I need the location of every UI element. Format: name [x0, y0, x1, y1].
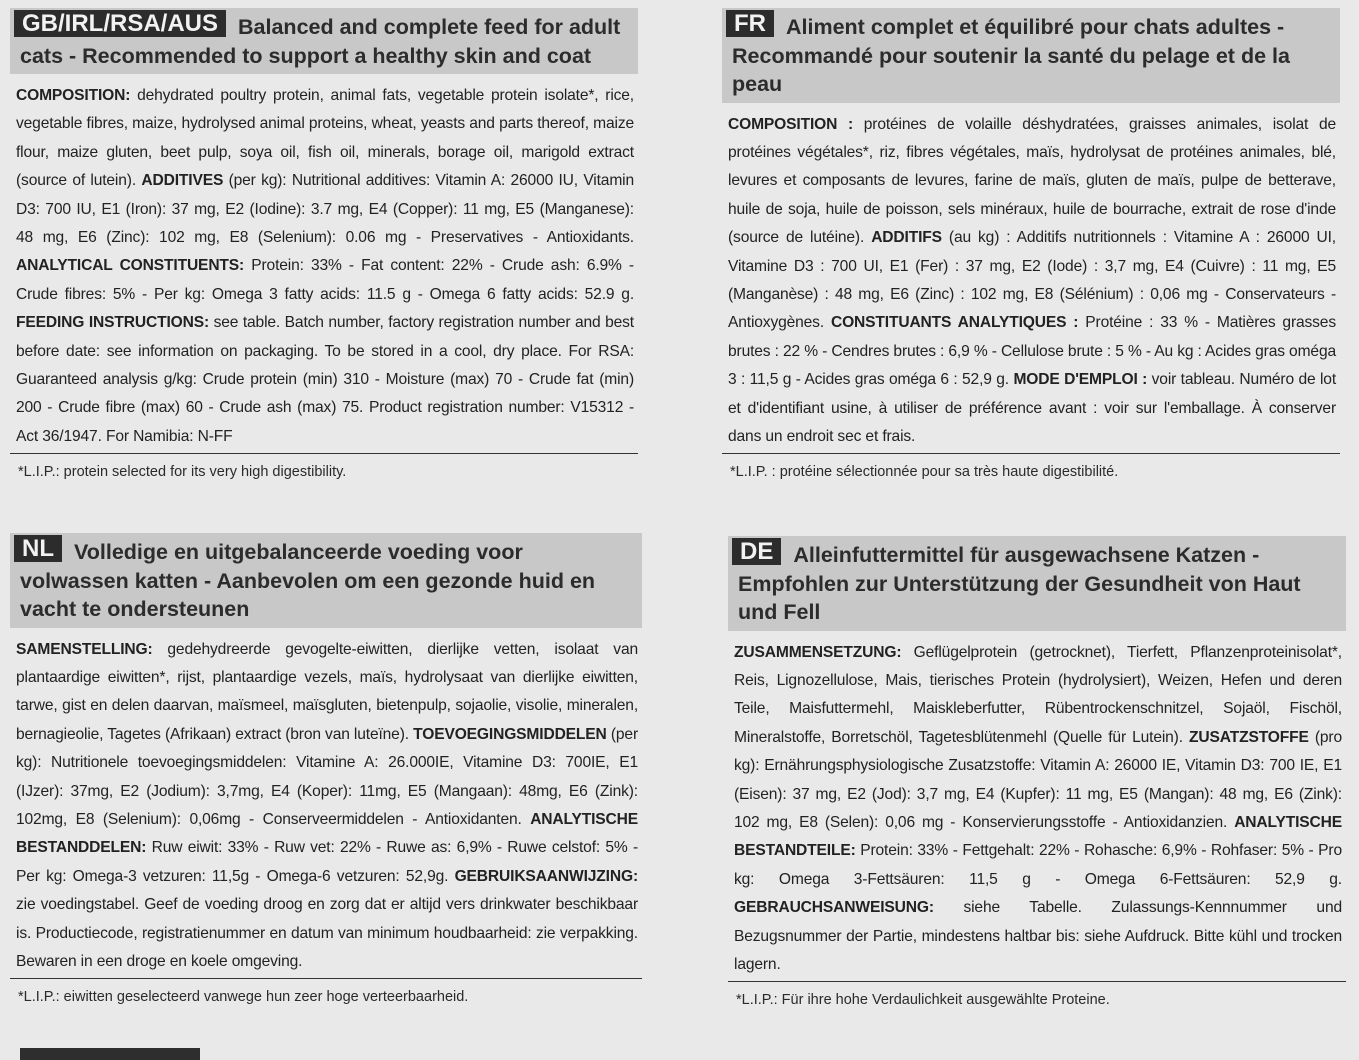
field-text: (au kg) : Additifs nutritionnels : Vitamine A : 26000 UI, Vitamine D3 : 700 UI, E1 (Fer) : 37 mg, E2 (Iode) : 3,7 mg, E4 (Cuivre) : 11 mg, E5 (Manganèse) : 48 mg, E6 (Zinc) : 102 mg, E8 (Sélénium) : 0,06 mg - Conservateurs - Antioxygènes. — [728, 229, 1336, 332]
field-keyword: SAMENSTELLING: — [16, 640, 153, 658]
field-keyword: COMPOSITION : — [728, 115, 854, 133]
field-text: Geflügelprotein (getrocknet), Tierfett, Pflanzenproteinisolat*, Reis, Lignozellulose, Mais, tierisches Protein (hydrolysiert), Weizen, Hefen und deren Teile, Maisfuttermehl, Maiskleberfutter, Rübentrockenschnitzel, Sojaöl, Fischöl, Mineralstoffe, Borretschöl, Tagetesblütenmehl (Quelle für Lutein). — [734, 643, 1342, 746]
section-gb — [10, 8, 638, 482]
section-title: Aliment complet et équilibré pour chats adultes - Recommandé pour soutenir la santé du pelage et de la peau — [732, 15, 1290, 96]
language-badge: GB/IRL/RSA/AUS — [14, 10, 226, 37]
cropped-text-edge — [20, 1048, 200, 1060]
field-keyword: TOEVOEGINGSMIDDELEN — [413, 725, 607, 743]
language-badge: NL — [14, 535, 62, 562]
field-text: protéines de volaille déshydratées, graisses animales, isolat de protéines végétales*, riz, fibres végétales, maïs, hydrolysat de protéines animales, blé, levures et composants de levures, farine de maïs, gluten de maïs, pulpe de betterave, huile de soja, huile de poisson, sels minéraux, huile de bourrache, extrait de rose d'inde (source de lutéine). — [728, 115, 1337, 247]
field-text: dehydrated poultry protein, animal fats, vegetable protein isolate*, rice, vegetable fibres, maize, hydrolysed animal proteins, wheat, yeasts and parts thereof, maize flour, maize gluten, beet pulp, soya oil, fish oil, minerals, borage oil, marigold extract (source of lutein). — [16, 87, 634, 190]
field-keyword: GEBRAUCHSANWEISUNG: — [734, 899, 934, 917]
field-text: (pro kg): Ernährungsphysiologische Zusatzstoffe: Vitamin A: 26000 IE, Vitamin D3: 700 IE, E1 (Eisen): 37 mg, E2 (Jod): 3,7 mg, E4 (Kupfer): 11 mg, E5 (Mangan): 48 mg, E6 (Zink): 102 mg, E8 (Selen): 0,06 mg - Konservierungsstoffe - Antioxidanzien. — [734, 728, 1342, 831]
field-keyword: ANALYTICAL CONSTITUENTS: — [16, 257, 245, 275]
section-nl — [10, 533, 642, 1007]
footnote: *L.I.P.: eiwitten geselecteerd vanwege hun zeer hoge verteerbaarheid. — [18, 989, 469, 1006]
section-title: Volledige en uitgebalanceerde voeding voor volwassen katten - Aanbevolen om een gezonde huid en vacht te ondersteunen — [20, 540, 596, 621]
field-text: siehe Tabelle. Zulassungs-Kennnummer und Bezugsnummer der Partie, mindestens haltbar bis: siehe Aufdruck. Bitte kühl und trocken lagern. — [734, 899, 1342, 973]
section-de — [728, 536, 1346, 1010]
section-body — [10, 628, 642, 979]
section-body — [728, 631, 1346, 982]
field-text: Protein: 33% - Fettgehalt: 22% - Rohasche: 6,9% - Rohfaser: 5% - Pro kg: Omega 3-Fettsäuren: 11,5 g - Omega 6-Fettsäuren: 52,9 g. — [734, 842, 1342, 888]
section-title: Balanced and complete feed for adult cats - Recommended to support a healthy skin and coat — [20, 15, 621, 68]
section-header — [10, 533, 642, 628]
field-keyword: ANALYTISCHE BESTANDTEILE: — [734, 813, 1342, 860]
section-header — [722, 8, 1340, 103]
language-badge: DE — [732, 538, 781, 565]
field-text: see table. Batch number, factory registration number and best before date: see information on packaging. To be stored in a cool, dry place. For RSA: Guaranteed analysis g/kg: Crude protein (min) 310 - Moisture (max) 70 - Crude fat (min) 200 - Crude fibre (max) 60 - Crude ash (max) 75. Product registration number: V15312 - Act 36/1947. For Namibia: N-FF — [16, 314, 634, 445]
field-keyword: GEBRUIKSAANWIJZING: — [454, 867, 638, 885]
field-text: voir tableau. Numéro de lot et d'identifiant usine, à utiliser de préférence avant : voir sur l'emballage. À conserver dans un endroit sec et frais. — [728, 371, 1337, 445]
field-text: Ruw eiwit: 33% - Ruw vet: 22% - Ruwe as: 6,9% - Ruwe celstof: 5% - Per kg: Omega-3 vetzuren: 11,5g - Omega-6 vetzuren: 52,9g. — [16, 839, 638, 885]
field-keyword: ANALYTISCHE BESTANDDELEN: — [16, 810, 638, 857]
section-body — [10, 74, 638, 453]
field-text: (per kg): Nutritional additives: Vitamin A: 26000 IU, Vitamin D3: 700 IU, E1 (Iron): 37 mg, E2 (Iodine): 3.7 mg, E4 (Copper): 11 mg, E5 (Manganese): 48 mg, E6 (Zinc): 102 mg, E8 (Selenium): 0.06 mg - Preservatives - Antioxidants. — [16, 172, 634, 247]
field-text: Protein: 33% - Fat content: 22% - Crude ash: 6.9% - Crude fibres: 5% - Per kg: Omega 3 fatty acids: 11.5 g - Omega 6 fatty acids: 52.9 g. — [16, 257, 634, 303]
field-keyword: COMPOSITION: — [16, 87, 131, 104]
field-keyword: FEEDING INSTRUCTIONS: — [16, 314, 210, 332]
section-header — [728, 536, 1346, 631]
field-text: Protéine : 33 % - Matières grasses brutes : 22 % - Cendres brutes : 6,9 % - Cellulose brute : 5 % - Au kg : Acides gras oméga 3 : 11,5 g - Acides gras oméga 6 : 52,9 g. — [728, 314, 1336, 389]
field-text: zie voedingstabel. Geef de voeding droog en zorg dat er altijd vers drinkwater beschikbaar is. Productiecode, registratienummer en datum van minimum houdbaarheid: zie verpakking. Bewaren in een droge en koele omgeving. — [16, 896, 638, 970]
section-title: Alleinfuttermittel für ausgewachsene Katzen - Empfohlen zur Unterstützung der Gesundheit von Haut und Fell — [738, 543, 1301, 624]
field-keyword: ZUSATZSTOFFE — [1189, 728, 1309, 746]
section-body — [722, 103, 1340, 454]
footnote: *L.I.P. : protéine sélectionnée pour sa très haute digestibilité. — [730, 464, 1119, 481]
footnote: *L.I.P.: protein selected for its very high digestibility. — [18, 464, 347, 481]
field-text: (per kg): Nutritionele toevoegingsmiddelen: Vitamine A: 26.000IE, Vitamine D3: 700IE, E1 (IJzer): 37mg, E2 (Jodium): 3,7mg, E4 (Koper): 11mg, E5 (Mangaan): 48mg, E6 (Zink): 102mg, E8 (Selenium): 0,06mg - Conserveermiddelen - Antioxidanten. — [16, 725, 638, 828]
field-text: gedehydreerde gevogelte-eiwitten, dierlijke vetten, isolaat van plantaardige eiwitten*, rijst, plantaardige vezels, maïs, hydrolysaat van dierlijke eiwitten, tarwe, gist en delen daarvan, maïsmeel, maïsgluten, bietenpulp, sojaolie, visolie, mineralen, bernagieolie, Tagetes (Afrikaan) extract (bron van luteïne). — [16, 640, 638, 743]
language-badge: FR — [726, 10, 774, 37]
field-keyword: ADDITIFS — [871, 229, 942, 247]
field-keyword: ADDITIVES — [141, 172, 224, 190]
field-keyword: MODE D'EMPLOI : — [1013, 371, 1148, 389]
section-header — [10, 8, 638, 74]
footnote: *L.I.P.: Für ihre hohe Verdaulichkeit ausgewählte Proteine. — [736, 992, 1110, 1009]
section-fr — [722, 8, 1340, 482]
field-keyword: ZUSAMMENSETZUNG: — [734, 643, 902, 661]
field-keyword: CONSTITUANTS ANALYTIQUES : — [830, 314, 1079, 332]
